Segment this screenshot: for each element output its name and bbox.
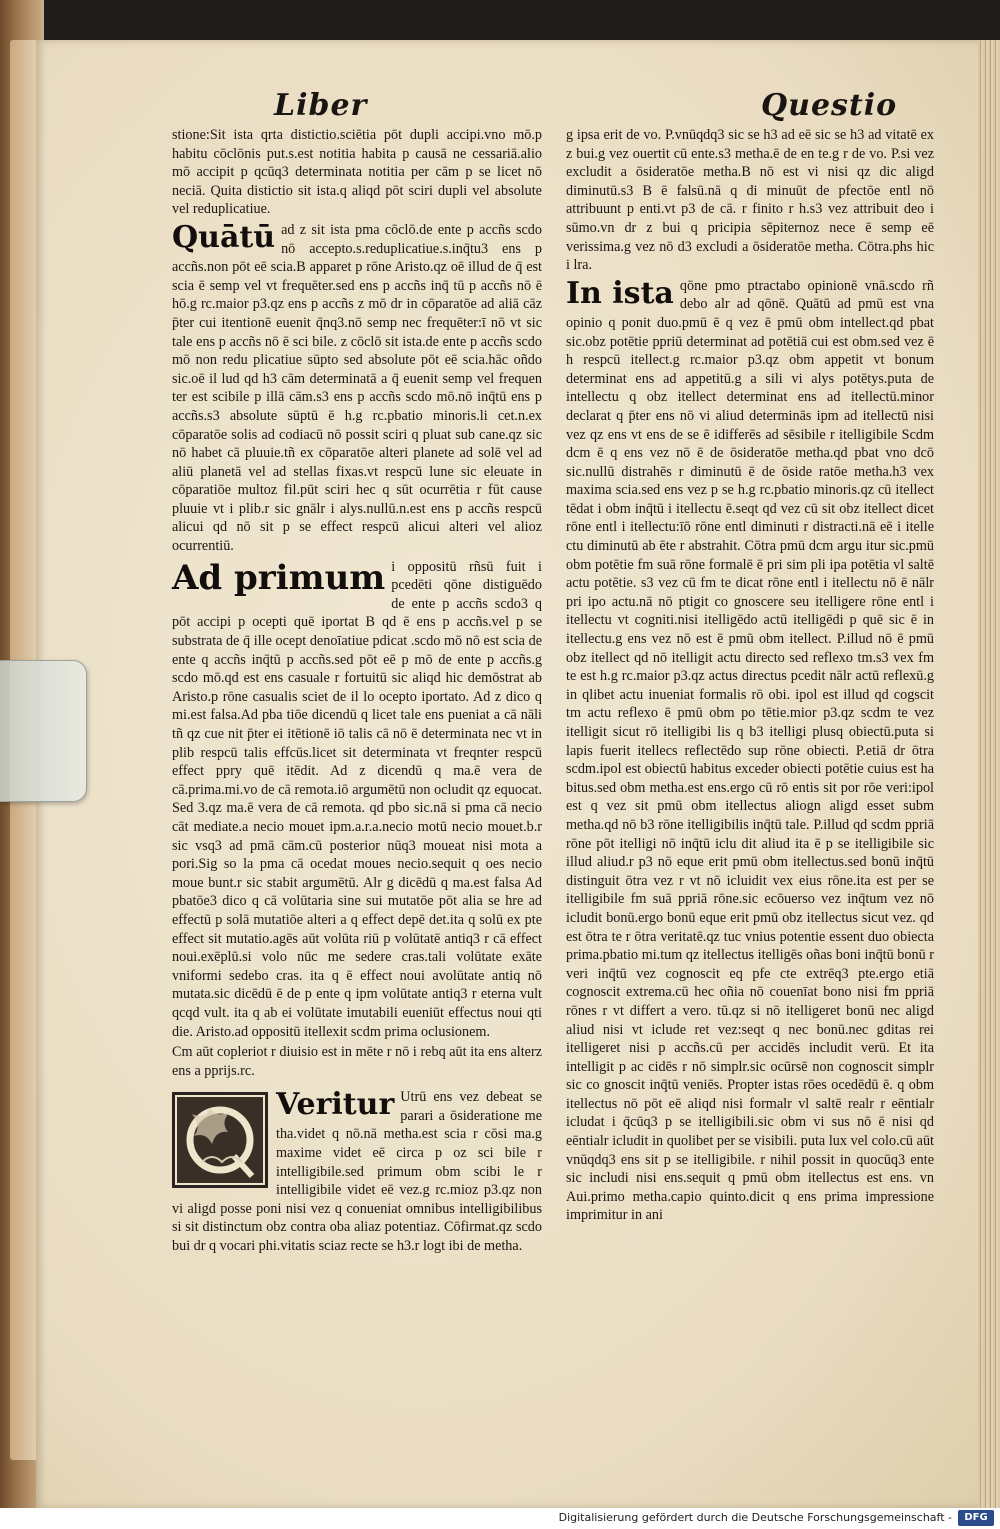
paragraph: g ipsa erit de vo. P.vnūqdq3 sic se h3 ad eē sic se h3 ad vitatē ex z bui.g vez ouertit cū ente.s3 metha.ē de en te.g r de vo. P.si vez excludit a ōsideratōe metha.B nō est vi nisi qz dic aligd diminutū.s3 B ē falsū.nā q di minuūt de pfectōe entl nō attribuunt p enti.vt p3 de cā. r finito r h.s3 vez attribuit deo i sūmo.vn dr z bui q pricipia sēpiternoz nece ē semp eē verissima.g vez nō d3 excludi a ōsideratōe metha. Cōtra.phs hic i lra. — [566, 127, 934, 274]
paragraph — [172, 558, 542, 1041]
right-column — [566, 126, 934, 1227]
page-clip — [0, 660, 87, 802]
footer-bar — [0, 1508, 1000, 1529]
paragraph: stione:Sit ista qrta distictio.sciētia pōt dupli accipi.vno mō.p habitu cōclōnis put.s.est notitia habita p causā ne cessariā.alio mō accipit p qcūq3 determinata notitia per cām p se licet nō neciā. Quita distictio sit ista.q aliqd pōt sciri dupli vel absolute vel reduplicatiue. — [172, 127, 542, 218]
running-head-right: Questio — [761, 88, 898, 123]
page-edges — [978, 40, 1000, 1508]
initial-word: Quātū — [172, 219, 276, 255]
footer-credit: Digitalisierung gefördert durch die Deutsche Forschungsgemeinschaft - — [558, 1511, 952, 1524]
paragraph — [172, 1088, 542, 1255]
left-column — [172, 126, 542, 1258]
running-head-left: Liber — [274, 88, 368, 123]
initial-word: In ista — [566, 275, 674, 311]
paragraph-text: ad z sit ista pma cōclō.de ente p accñs scdo nō accepto.s.reduplicatiue.s.inq̄tu3 ens p accñs.non pōt eē scia.B apparet p rōne Aristo.qz oē illud de q̄ est scia ē semp vel vt frequēter.sed ens p accñs inq̄ tū p accñs nō ē hō.g rc.maior p3.qz ens p accñs z mō dr in cōparatōe ad aliā cāz p̄ter cui itentionē euenit q̄nq3.nō semp nec frequēter:ī nō vt sic tale ens p accñs nō ē sci bile. z cōclō sit ista.de ente p accñs scdo mō non redu plicatiue sūpto sed absolute pōt eē scia.hāc oñdo sic.oē il lud qd h3 cām determinatā a q̄ euenit semp vel frequen ter est scibile p illā cām.s3 ens p accñs scdo mō.nō inq̄tū ens p accñs.s3 absolute sūptū ē h.g rc.pbatio minoris.li cet.n.ex cōparatōe solis ad codiacū nō possit sciri q pluat sub cane.qz sic nō habet cā pluuie.tñ ex cōparatōe alteri planete ad solē vel ad aliū planetā vel ad stellas fixas.vt respcū lune sic eleuate in cōparatiōe multoz fil.pūt sciri hec q sūt ocurrētia r fūt cause pluuie vt i plib.r sic gnālr i alys.nullū.n.est ens p accñs respcū alicui qd nō sit p se effect respcū alicui alteri vel alioz ocurrentiū. — [172, 221, 542, 555]
paragraph: Cm aūt copleriot r diuisio est in mēte r nō i rebq aūt ita ens alterz ens a pprijs.rc. — [172, 1044, 542, 1079]
paragraph-text: i oppositū rñsū fuit i pcedēti qōne distiguēdo de ente p accñs scdo3 q pōt accipi p ocepti quē iportat B qd ē ens p accñs.vel p se substrata de q̄ ille ocept denoīatiue pdicat .scdo mō nō est scia de ente q accñs inq̄tū p accñs.sed pōt eē p mō de ente p accñs.g scdo mō.qd est ens casuale r fortuitū sic aliqd hic demōstrat ab Aristo.p rōne casualis sciet de il lo ocepto iportato. Ad z dico q mi.est falsa.Ad pba tiōe dicendū q licet tale ens pueniat a cā nāli tñ qz cue nit p̄ter ei itētionē iō talis cā nō ē determinata nec vt in plib respcū talis effcūs.licet sit determinata vt freqnter respcū effect ppry quē itēdit. Ad z dicendū q ma.ē vera de cā.prima.mi.vo de cā remota.iō argumētū non ocludit qz equocat. Sed 3.qz ma.ē vera de cā remota. qd pbo sic.nā si pma cā necio cāt mediate.a necio mouet ipm.a.r.a.necio motū necio mouet.b.r sic vsq3 ad pmā cām.cū posterior nūq3 moueat nisi mota a pori.Sig so la pma cā ocedat moues necio.sequit q oes necio moue bunt.r sic stabit argumētū. Alr g dicēdū q ma.est falsa Ad pbatōe3 dico q cā volūtaria sine sui mutatōe pōt alia se hre ad effectū p solā mutatiōe alteri a q effect depē det.ita q solū ex pte effect sit mutatio.agēs aūt volūta riū p volūtatē antiq3 r cā effect noui.exēplū.si volo nūc me sedere cras.tali volūtate exāte vniformi sedebo cras. ita q ē effect noui avolūtate antiq nō mutata.sic dicēdū ē de p ente q ipm volūtate antiq3 r eterna vult qcqd vult. ita q ab ei volūtate imutabili eueniūt effectus noui qti die. Aristo.ad oppositū itellexit scdm prima oclusionem. — [172, 558, 542, 1040]
dfg-logo: DFG — [958, 1510, 994, 1526]
paragraph — [172, 221, 542, 556]
initial-word: Ad primum — [172, 557, 386, 598]
decorated-initial-q — [172, 1092, 268, 1188]
paragraph — [566, 277, 934, 1225]
paragraph-text: Utrū ens vez debeat se parari a ōsideratione me tha.videt q nō.nā metha.est scia r cōsi ma.g maxime videt eē circa p oz sci bile r intelligibile.sed primum obm scibi le r intelligibile videt eē vez.g rc.mioz p3.qz non vi aligd posse poni nisi vez q conueniat omnibus intelligibilibus si sit distinctum obz contra oba aliaz potentiaz. Cōfirmat.qz scdo bui dr q vocari phi.vitatis sciaz recte se h3.r logt ibi de metha. — [172, 1089, 542, 1255]
initial-word: Veritur — [276, 1087, 395, 1123]
paragraph-text: qōne pmo ptractabo opinionē vnā.scdo rñ debo alr ad qōnē. Quātū ad pmū est vna opinio q ponit duo.pmū ē q vez ē pmū obm intellect.qd pbat sic.obz potētie ppriū determinat ad potētiā cui est obm.sed vez ē h respcū itellect.g rc.maior p3.qz obm appetit vt bonum determinat ens ad appetitū.g a sili vi alys potētys.puta de intellectu q obz itellect determinat ens ad itellectū.minor declarat q p̄ter ens nō vi aliud determinās ipm ad itellectū nisi vez qz ens vt ens de se ē idifferēs ad sēsibile r itelligibile Scdm dcm ē q ens vez nō ē de ōsideratōe metha.qd pbat vno dcō sic.nullū distrahēs r diminutū ē de ōside ratōe metha.h3 vex maxima scia.sed ens vez p se h.g rc.pbatio minoris.qz cū itellect tēdat i obm inq̄tū i itellectu ē.seqt qd vez cū sit obz itellect dicet rōne entl i itellectu:īō rōne entl diminuti r distracti.nā eē i itelle ctu diminutū ab ēte r abstrahit. Cōtra pmū dcm argu itur sic.pmū obm potētie fm suā rōne formalē ē pri sim pli ipa potētia vl saltē actu potētie. s3 vez cū fm te dicat rōne entl i itellectu nō ē nālr pri ipo actu.nā nō ptigit co gnoscere seu itelligere rōne entl i itellectu vt cogniti.nisi itelligēdo actū itelligēdi p quē sic ē in itellectu.g ens vez nō est ē pmū obm itellect. P.illud nō ē pmū obz itellect qd nō itelligit actu directo sed reflexo tm.s3 vex fm te est h.g rc.maior p3.qz actus directus pcedit nālr actū reflexū.g in qlibet actu inueniat formalis rō obi. ipol est illud qd cogscit tm actu reflexo ē pmū obm po tētie.mior p3.qz scdm te vez itelligit sicut rō itelligibi lis q b3 itelligi plusq obiectū.puta si lapis fuerit itellecs reflectēdo sup rōne obiecti. P.etiā dr ōtra scdm.ipol est obiectū habitus exceder obiecti potētie cuius est ha bitus.sed obm metha.est ens.ergo cū rō entis sit por rōe veri:ipol est q vez sit pmū obm itellectus aliogn aligd esset subm metha.qd nō b3 rōne itelligibilis inq̄tū tale. P.illud qd scdm ppriā rōne pōt itelligi nō inq̄tū iclu dit aliud ita ē p se itelligibile sic illud aliud.r p3 nō eque erit pmū obm itellectus.sed bonū inq̄tū distinguit ōtra vez r vt nō icluidit vex eius rōne.ita est per se itelligibile fm suā ppriā rōne.sic ecōuerso vez inq̄tum vez nō icludit bonū.ergo bonū eque erit pmū obz itellectus sicut vez. qd est ōtra te r ōtra veritatē.qz tuc vnius potentie essent duo obiecta prima.pbatio mi.tum qz itellectus itelligēs oñas boni inq̄tū bonū r veri inq̄tū vez cognoscit eq pfe cte extrēq3 pte.ergo etiā cognoscit extrema.cū hec oñia nō couenīat bono nisi fm ppriā rōnes r vt differt a vero. tū.qz si nō itelligeret bonū nec aligd aliud nisi vt iclude ret vez:seqt q nec bonū.nec gditas rei itelligeret nisi p accñs.cū per accidēs includit verū. Et ita intelligit p ac cidēs r nō simplr.sic ocūrsē non cognoscit simplr sic co gnoscit inq̄tū veniēs. Propter istas rōes ocedēdū ē. q obm itellectus nō pōt eē aliqd nisi formalr vl saltē realr r eēntialr icludat i q̄cūq3 p se itelligibili.sic obm vi sus nō ē nisi qd eēntialr icludit in quolibet per se visibili. puta lux vel colo.cū aūt vnūqdq3 ens sit p se itelligibile. r nihil possit in quocūq3 ente sic includi nisi ens.sequit q pmū obm itellectus est ens. vn Aui.primo metha.capio quinto.dicit q ens prima impressione imprimitur in ani — [566, 277, 934, 1224]
